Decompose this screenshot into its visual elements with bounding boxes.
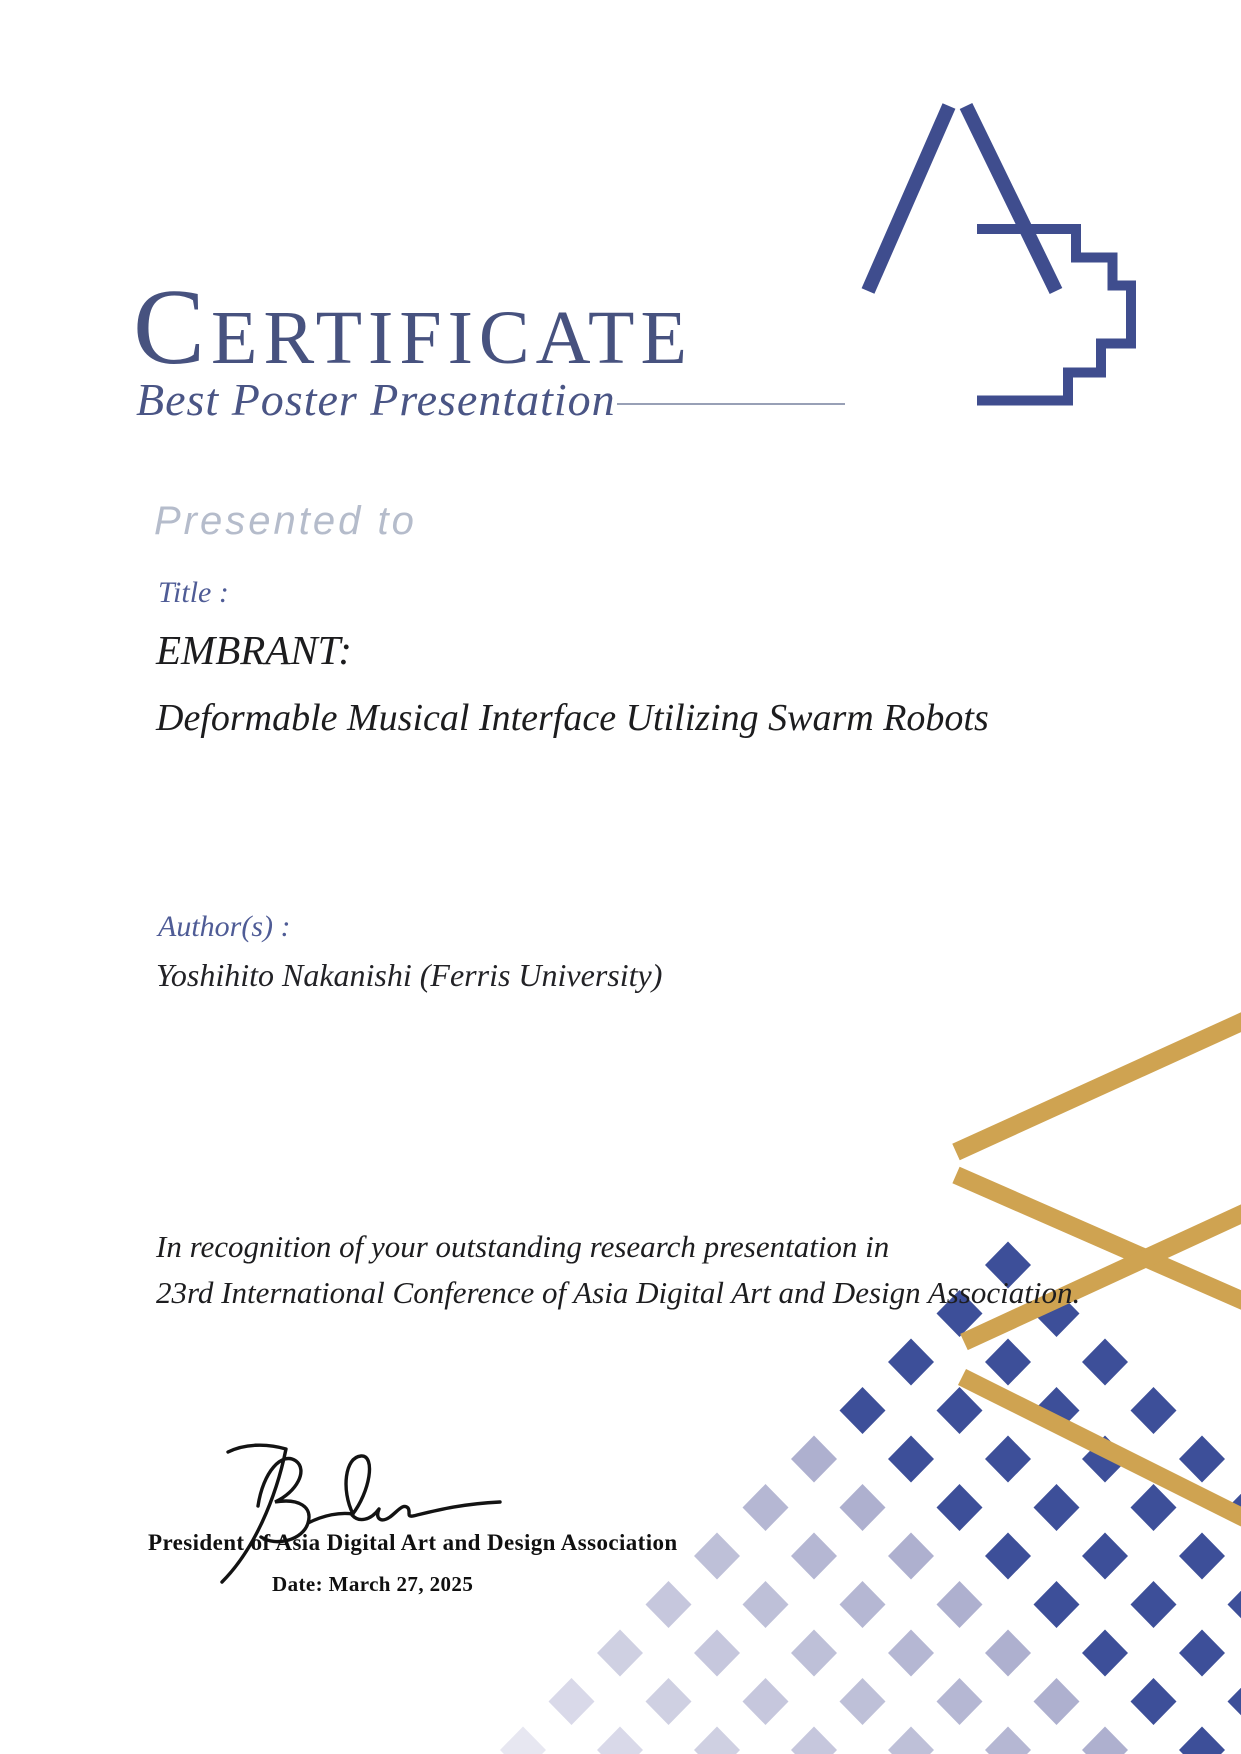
page-title: Certificate xyxy=(133,268,693,387)
recognition-line1: In recognition of your outstanding research presentation in xyxy=(156,1229,890,1264)
diamond-shape xyxy=(1131,1678,1177,1725)
diamond-shape xyxy=(1034,1581,1080,1628)
diamond-shape xyxy=(597,1727,643,1754)
signature-path xyxy=(222,1445,500,1582)
diamond-shape xyxy=(840,1581,886,1628)
diamond-shape xyxy=(985,1436,1031,1483)
subtitle-rule xyxy=(617,403,845,405)
diamond-shape xyxy=(694,1533,740,1580)
diamond-shape xyxy=(888,1533,934,1580)
diamond-shape xyxy=(1179,1533,1225,1580)
diamond-shape xyxy=(1082,1727,1128,1754)
diamond-shape xyxy=(1131,1387,1177,1434)
diamond-shape xyxy=(1131,1484,1177,1531)
diamond-shape xyxy=(840,1387,886,1434)
diamond-shape xyxy=(840,1484,886,1531)
diamond-shape xyxy=(791,1436,837,1483)
diamond-shape xyxy=(937,1387,983,1434)
diamond-shape xyxy=(888,1630,934,1677)
diamond-shape xyxy=(743,1581,789,1628)
diamond-shape xyxy=(694,1630,740,1677)
diamond-shape xyxy=(1228,1581,1241,1628)
diamond-shape xyxy=(646,1678,692,1725)
diamond-shape xyxy=(937,1581,983,1628)
diamond-shape xyxy=(646,1581,692,1628)
work-title-line1: EMBRANT: xyxy=(156,627,352,673)
diamond-shape xyxy=(888,1339,934,1386)
author-name: Yoshihito Nakanishi (Ferris University) xyxy=(156,957,663,993)
gold-line xyxy=(956,1019,1241,1152)
diamond-shape xyxy=(985,1533,1031,1580)
diamond-shape xyxy=(1034,1678,1080,1725)
diamond-shape xyxy=(840,1678,886,1725)
diamond-shape xyxy=(597,1630,643,1677)
date-label: Date: March 27, 2025 xyxy=(272,1572,474,1596)
logo-stroke xyxy=(868,106,949,291)
adada-logo-icon xyxy=(868,106,1131,401)
diamond-shape xyxy=(937,1678,983,1725)
diamond-shape xyxy=(1131,1581,1177,1628)
logo-stroke xyxy=(966,106,1056,291)
diamond-shape xyxy=(1179,1630,1225,1677)
diamond-shape xyxy=(791,1533,837,1580)
diamond-shape xyxy=(888,1727,934,1754)
diamond-shape xyxy=(1179,1727,1225,1754)
diamond-shape xyxy=(937,1484,983,1531)
diamond-shape xyxy=(1034,1484,1080,1531)
recognition-line2: 23rd International Conference of Asia Digital Art and Design Association. xyxy=(156,1275,1081,1310)
diamond-shape xyxy=(1228,1678,1241,1725)
diamond-shape xyxy=(1082,1339,1128,1386)
diamond-shape xyxy=(1082,1630,1128,1677)
presented-to-label: Presented to xyxy=(154,499,417,543)
diamond-shape xyxy=(1179,1436,1225,1483)
diamond-shape xyxy=(985,1727,1031,1754)
signer-title: President of Asia Digital Art and Design Association xyxy=(148,1530,678,1555)
diamond-shape xyxy=(985,1630,1031,1677)
diamond-shape xyxy=(1082,1533,1128,1580)
title-label: Title : xyxy=(158,576,229,609)
diamond-pattern xyxy=(500,1242,1241,1754)
diamond-shape xyxy=(743,1678,789,1725)
diamond-shape xyxy=(791,1630,837,1677)
diamond-shape xyxy=(985,1339,1031,1386)
diamond-shape xyxy=(791,1727,837,1754)
work-title-line2: Deformable Musical Interface Utilizing Swarm Robots xyxy=(156,697,989,739)
diamond-shape xyxy=(549,1678,595,1725)
diamond-shape xyxy=(500,1727,546,1754)
diamond-shape xyxy=(694,1727,740,1754)
diamond-shape xyxy=(743,1484,789,1531)
logo-pixel-staircase xyxy=(977,229,1131,401)
signature-icon xyxy=(222,1445,500,1582)
diamond-shape xyxy=(888,1436,934,1483)
award-subtitle: Best Poster Presentation xyxy=(136,374,616,425)
author-label: Author(s) : xyxy=(158,910,291,943)
